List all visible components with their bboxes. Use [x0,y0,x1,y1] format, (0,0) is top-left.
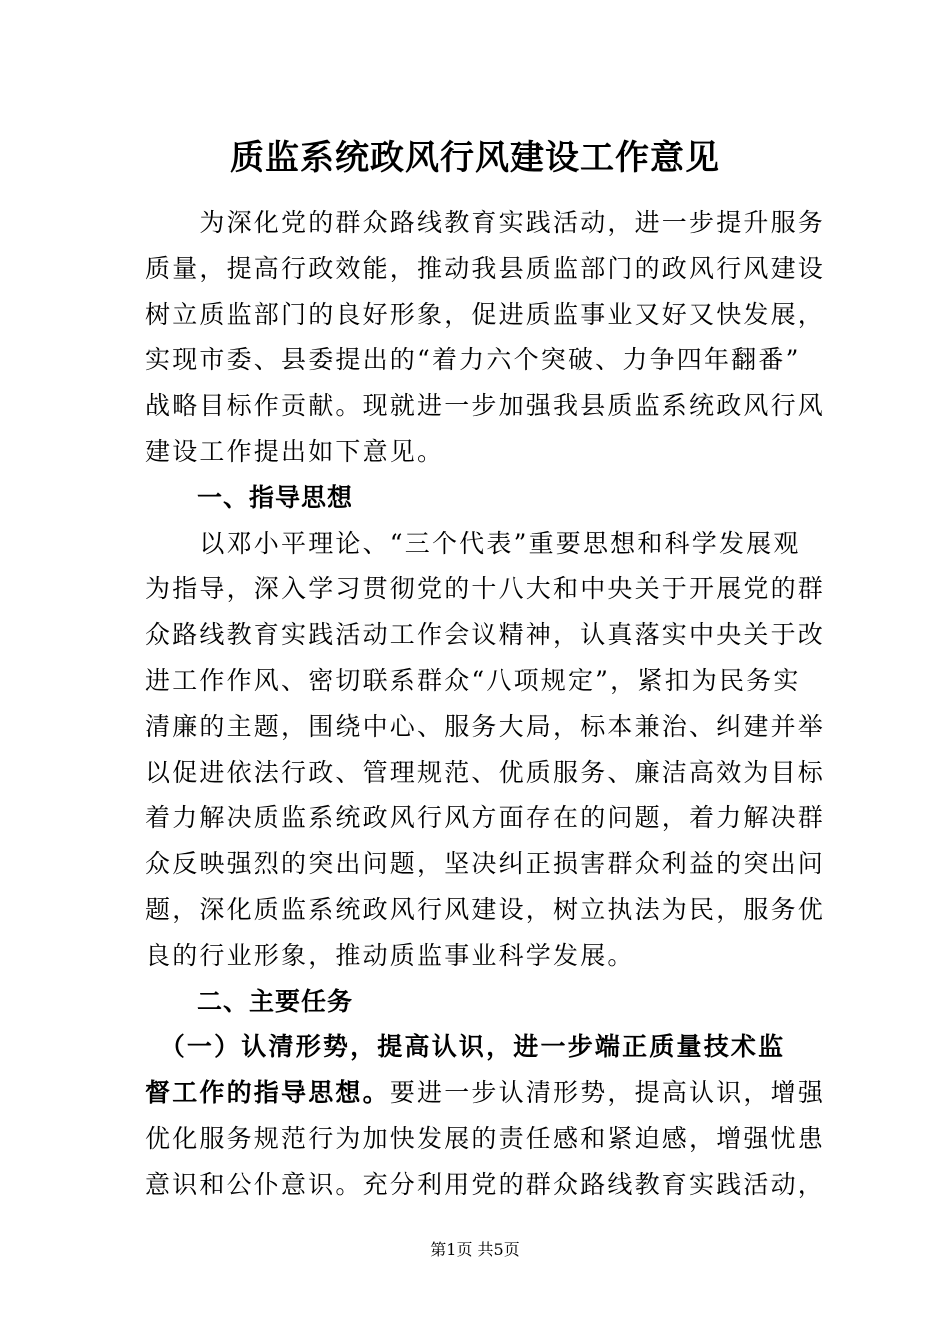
paragraph-line [145,1070,826,1116]
paragraph-line: 实现市委、县委提出的“着力六个突破、力争四年翻番” [145,345,801,375]
paragraph-line: 建设工作提出如下意见。 [145,436,445,466]
subheading-tail: 督工作的指导思想。 [145,1078,390,1108]
document-body [145,200,826,1208]
page-footer: 第1页 共5页 [430,1240,520,1259]
paragraph-line: 战略目标作贡献。现就进一步加强我县质监系统政风行风 [145,391,826,421]
paragraph-line: 良的行业形象，推动质监事业科学发展。 [145,940,635,970]
paragraph-line: 众路线教育实践活动工作会议精神，认真落实中央关于改 [145,620,826,650]
subheading-line: （一）认清形势，提高认识，进一步端正质量技术监 [145,1032,786,1062]
section-heading-guiding-ideology: 一、指导思想 [145,482,354,512]
paragraph-line: 清廉的主题，围绕中心、服务大局，标本兼治、纠建并举 [145,711,826,741]
paragraph-line: 以邓小平理论、“三个代表”重要思想和科学发展观 [145,528,801,558]
paragraph-line: 为指导，深入学习贯彻党的十八大和中央关于开展党的群 [145,574,826,604]
paragraph-line: 以促进依法行政、管理规范、优质服务、廉洁高效为目标 [145,757,826,787]
paragraph-line: 题，深化质监系统政风行风建设，树立执法为民，服务优 [145,894,826,924]
paragraph-line: 树立质监部门的良好形象，促进质监事业又好又快发展， [145,299,826,329]
paragraph-text: 要进一步认清形势，提高认识，增强 [389,1078,826,1108]
paragraph-line: 着力解决质监系统政风行风方面存在的问题，着力解决群 [145,803,826,833]
paragraph-line: 为深化党的群众路线教育实践活动，进一步提升服务 [145,208,826,237]
section-heading-main-tasks: 二、主要任务 [145,986,354,1016]
paragraph-line: 意识和公仆意识。充分利用党的群众路线教育实践活动， [145,1169,826,1199]
paragraph-line: 质量，提高行政效能，推动我县质监部门的政风行风建设 [145,253,826,283]
paragraph-line: 优化服务规范行为加快发展的责任感和紧迫感，增强忧患 [145,1123,826,1153]
document-title: 质监系统政风行风建设工作意见 [230,138,720,178]
paragraph-line: 众反映强烈的突出问题，坚决纠正损害群众利益的突出问 [145,849,826,879]
paragraph-line: 进工作作风、密切联系群众“八项规定”，紧扣为民务实 [145,665,801,695]
